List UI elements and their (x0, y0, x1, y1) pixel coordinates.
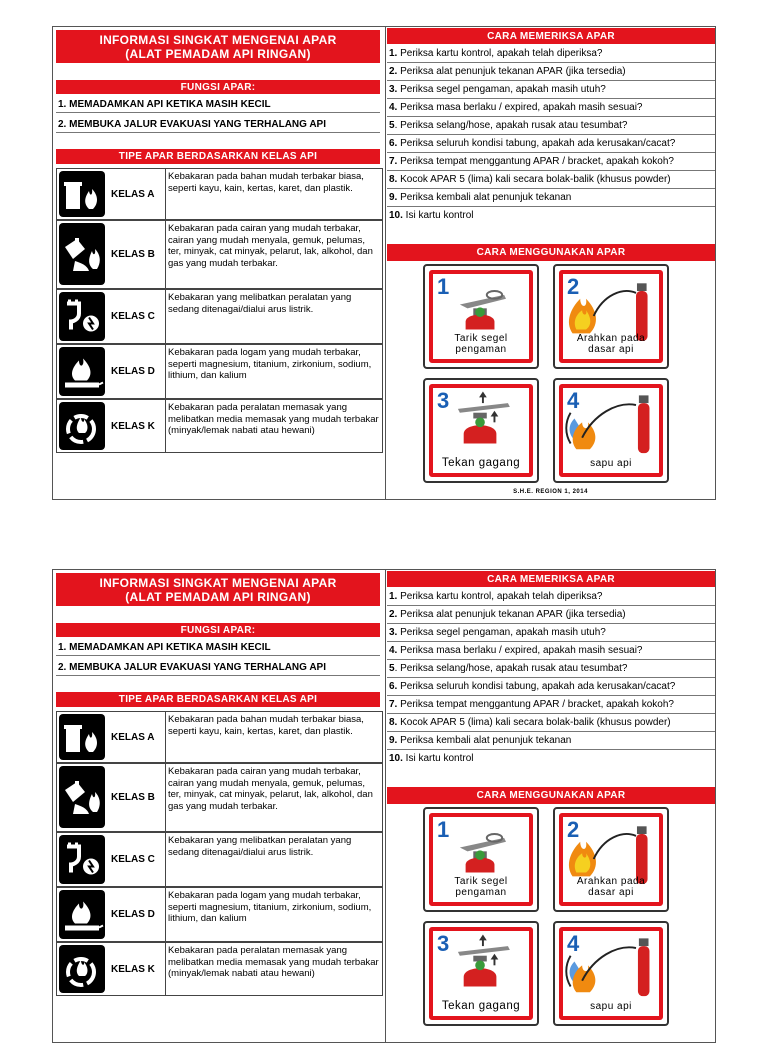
apar-info-card (0, 0, 768, 500)
apar-info-card (0, 543, 768, 1043)
step-number: 4. (389, 102, 398, 113)
tipe-header: TIPE APAR BERDASARKAN KELAS API (56, 692, 380, 707)
step-number: 6. (389, 681, 398, 692)
title-line-1: INFORMASI SINGKAT MENGENAI APAR (99, 575, 337, 590)
step-text: Kocok APAR 5 (lima) kali secara bolak-balik (khusus powder) (397, 717, 671, 728)
step-number: 2. (389, 609, 398, 620)
step-text: . Periksa selang/hose, apakah rusak atau tesumbat? (394, 120, 628, 131)
kelas-label: KELAS K (111, 963, 155, 975)
periksa-steps (387, 45, 715, 225)
step-text: Periksa kartu kontrol, apakah telah diperiksa? (397, 48, 603, 59)
step-number: 5 (389, 120, 395, 131)
periksa-step (387, 624, 715, 642)
credit-text: S.H.E. REGION 1, 2014 (513, 489, 588, 495)
electric-plug-fire-icon (59, 292, 105, 341)
title-line-1: INFORMASI SINGKAT MENGENAI APAR (99, 32, 337, 47)
title-line-2: (ALAT PEMADAM API RINGAN) (125, 589, 311, 604)
step-text: Periksa seluruh kondisi tabung, apakah ada kerusakan/cacat? (397, 681, 676, 692)
kelas-label: KELAS B (111, 249, 155, 260)
tile-caption: Tekan gagang (441, 1000, 521, 1012)
tile-step-number: 2 (567, 817, 580, 842)
step-text: Isi kartu kontrol (402, 753, 474, 764)
kelas-row (56, 168, 383, 220)
step-number: 10. (389, 210, 403, 221)
step-number: 2. (389, 66, 398, 77)
kelas-row (56, 220, 383, 289)
title-line-2: (ALAT PEMADAM API RINGAN) (125, 46, 311, 61)
step-number: 7. (389, 699, 398, 710)
kelas-description: Kebakaran yang melibatkan peralatan yang sedang ditenagai/dialui arus listrik. (165, 833, 382, 886)
step-text: Periksa segel pengaman, apakah masih utuh? (397, 627, 606, 638)
step-number: 10. (389, 753, 403, 764)
kelas-label: KELAS A (111, 731, 155, 743)
usage-step-tile (553, 807, 669, 912)
step-number: 7. (389, 156, 398, 167)
kelas-row (56, 942, 383, 996)
info-panel (52, 26, 386, 500)
periksa-header: CARA MEMERIKSA APAR (387, 28, 715, 44)
periksa-step (387, 63, 715, 81)
periksa-step (387, 750, 715, 768)
info-panel (52, 569, 386, 1043)
tile-caption: Arahkan pada dasar api (576, 333, 646, 355)
periksa-steps (387, 588, 715, 768)
tipe-header: TIPE APAR BERDASARKAN KELAS API (56, 149, 380, 164)
usage-step-tile (423, 807, 539, 912)
step-number: 5 (389, 663, 395, 674)
step-text: Periksa seluruh kondisi tabung, apakah ada kerusakan/cacat? (397, 138, 676, 149)
fungsi-item: 2. MEMBUKA JALUR EVAKUASI YANG TERHALANG API (56, 116, 380, 133)
kelas-row (56, 832, 383, 887)
step-number: 1. (389, 48, 398, 59)
step-text: Periksa alat penunjuk tekanan APAR (jika tersedia) (397, 609, 626, 620)
step-text: Periksa alat penunjuk tekanan APAR (jika tersedia) (397, 66, 626, 77)
step-text: Periksa tempat menggantung APAR / bracket, apakah kokoh? (397, 156, 674, 167)
tile-caption: Tarik segel pengaman (454, 876, 508, 898)
kelas-row (56, 289, 383, 344)
kelas-label: KELAS B (111, 792, 155, 803)
tile-step-number: 4 (567, 388, 580, 413)
fungsi-header: FUNGSI APAR: (56, 623, 380, 637)
kelas-label: KELAS D (111, 366, 155, 377)
tile-step-number: 1 (437, 817, 450, 842)
step-number: 6. (389, 138, 398, 149)
fungsi-item: 2. MEMBUKA JALUR EVAKUASI YANG TERHALANG API (56, 659, 380, 676)
usage-step-tile (553, 378, 669, 483)
tile-step-number: 2 (567, 274, 580, 299)
step-text: Kocok APAR 5 (lima) kali secara bolak-balik (khusus powder) (397, 174, 671, 185)
tile-caption: Tarik segel pengaman (454, 333, 508, 355)
card-title (56, 30, 380, 63)
frying-pan-fire-icon (59, 945, 105, 993)
kelas-label: KELAS D (111, 909, 155, 920)
step-text: Periksa kembali alat penunjuk tekanan (397, 735, 572, 746)
card-title (56, 573, 380, 606)
procedure-panel (385, 26, 716, 500)
kelas-label: KELAS C (111, 311, 155, 322)
usage-step-tile (553, 264, 669, 369)
periksa-step (387, 588, 715, 606)
trash-fire-icon (59, 714, 105, 760)
step-text: Periksa tempat menggantung APAR / bracket, apakah kokoh? (397, 699, 674, 710)
tile-step-number: 3 (437, 388, 450, 413)
fuel-can-fire-icon (59, 223, 105, 285)
kelas-label: KELAS C (111, 854, 155, 865)
step-text: Isi kartu kontrol (402, 210, 474, 221)
step-text: Periksa masa berlaku / expired, apakah masih sesuai? (397, 102, 643, 113)
tile-caption: sapu api (590, 458, 632, 469)
step-number: 3. (389, 627, 398, 638)
periksa-step (387, 696, 715, 714)
kelas-description: Kebakaran pada cairan yang mudah terbakar, cairan yang mudah menyala, gemuk, pelumas, ter, minyak, cat minyak, pelarut, lak, alkohol, dan gas yang mudah terbakar. (165, 221, 382, 288)
periksa-step (387, 642, 715, 660)
periksa-step (387, 99, 715, 117)
usage-step-tile (423, 264, 539, 369)
periksa-step (387, 153, 715, 171)
kelas-row (56, 344, 383, 399)
tile-caption: sapu api (590, 1001, 632, 1012)
step-text: Periksa masa berlaku / expired, apakah masih sesuai? (397, 645, 643, 656)
tile-step-number: 1 (437, 274, 450, 299)
kelas-row (56, 887, 383, 942)
tile-caption: Tekan gagang (441, 457, 521, 469)
step-text: . Periksa selang/hose, apakah rusak atau tesumbat? (394, 663, 628, 674)
periksa-step (387, 714, 715, 732)
kelas-description: Kebakaran pada peralatan memasak yang melibatkan media memasak yang mudah terbakar (minyak/lemak nabati atau hewani) (165, 943, 382, 995)
tile-step-number: 3 (437, 931, 450, 956)
step-number: 8. (389, 717, 398, 728)
kelas-row (56, 711, 383, 763)
electric-plug-fire-icon (59, 835, 105, 884)
procedure-panel (385, 569, 716, 1043)
fungsi-item: 1. MEMADAMKAN API KETIKA MASIH KECIL (56, 639, 380, 656)
periksa-step (387, 207, 715, 225)
periksa-step (387, 606, 715, 624)
frying-pan-fire-icon (59, 402, 105, 450)
fungsi-item: 1. MEMADAMKAN API KETIKA MASIH KECIL (56, 96, 380, 113)
periksa-step (387, 81, 715, 99)
step-text: Periksa kembali alat penunjuk tekanan (397, 192, 572, 203)
tile-step-number: 4 (567, 931, 580, 956)
fuel-can-fire-icon (59, 766, 105, 828)
step-number: 8. (389, 174, 398, 185)
periksa-step (387, 678, 715, 696)
kelas-description: Kebakaran pada bahan mudah terbakar biasa, seperti kayu, kain, kertas, karet, dan plastik. (165, 712, 382, 762)
usage-step-tile (423, 378, 539, 483)
periksa-step (387, 660, 715, 678)
step-number: 4. (389, 645, 398, 656)
periksa-step (387, 45, 715, 63)
periksa-step (387, 171, 715, 189)
trash-fire-icon (59, 171, 105, 217)
kelas-label: KELAS K (111, 420, 155, 432)
step-number: 9. (389, 192, 398, 203)
tile-caption: Arahkan pada dasar api (576, 876, 646, 898)
step-text: Periksa kartu kontrol, apakah telah diperiksa? (397, 591, 603, 602)
kelas-description: Kebakaran pada cairan yang mudah terbakar, cairan yang mudah menyala, gemuk, pelumas, ter, minyak, cat minyak, pelarut, lak, alkohol, dan gas yang mudah terbakar. (165, 764, 382, 831)
step-text: Periksa segel pengaman, apakah masih utuh? (397, 84, 606, 95)
periksa-step (387, 135, 715, 153)
kelas-description: Kebakaran pada bahan mudah terbakar biasa, seperti kayu, kain, kertas, karet, dan plastik. (165, 169, 382, 219)
periksa-step (387, 732, 715, 750)
kelas-label: KELAS A (111, 188, 155, 200)
kelas-description: Kebakaran yang melibatkan peralatan yang sedang ditenagai/dialui arus listrik. (165, 290, 382, 343)
fungsi-header: FUNGSI APAR: (56, 80, 380, 94)
kelas-description: Kebakaran pada logam yang mudah terbakar, seperti magnesium, titanium, zirkonium, sodium, lithium, dan kalium (165, 345, 382, 398)
step-number: 3. (389, 84, 398, 95)
guna-header: CARA MENGGUNAKAN APAR (387, 244, 715, 261)
periksa-step (387, 189, 715, 207)
periksa-header: CARA MEMERIKSA APAR (387, 571, 715, 587)
usage-step-tile (553, 921, 669, 1026)
step-number: 9. (389, 735, 398, 746)
metal-gear-fire-icon (59, 890, 105, 939)
kelas-description: Kebakaran pada logam yang mudah terbakar, seperti magnesium, titanium, zirkonium, sodium, lithium, dan kalium (165, 888, 382, 941)
step-number: 1. (389, 591, 398, 602)
kelas-description: Kebakaran pada peralatan memasak yang melibatkan media memasak yang mudah terbakar (minyak/lemak nabati atau hewani) (165, 400, 382, 452)
guna-header: CARA MENGGUNAKAN APAR (387, 787, 715, 804)
metal-gear-fire-icon (59, 347, 105, 396)
usage-step-tile (423, 921, 539, 1026)
kelas-row (56, 763, 383, 832)
kelas-row (56, 399, 383, 453)
periksa-step (387, 117, 715, 135)
